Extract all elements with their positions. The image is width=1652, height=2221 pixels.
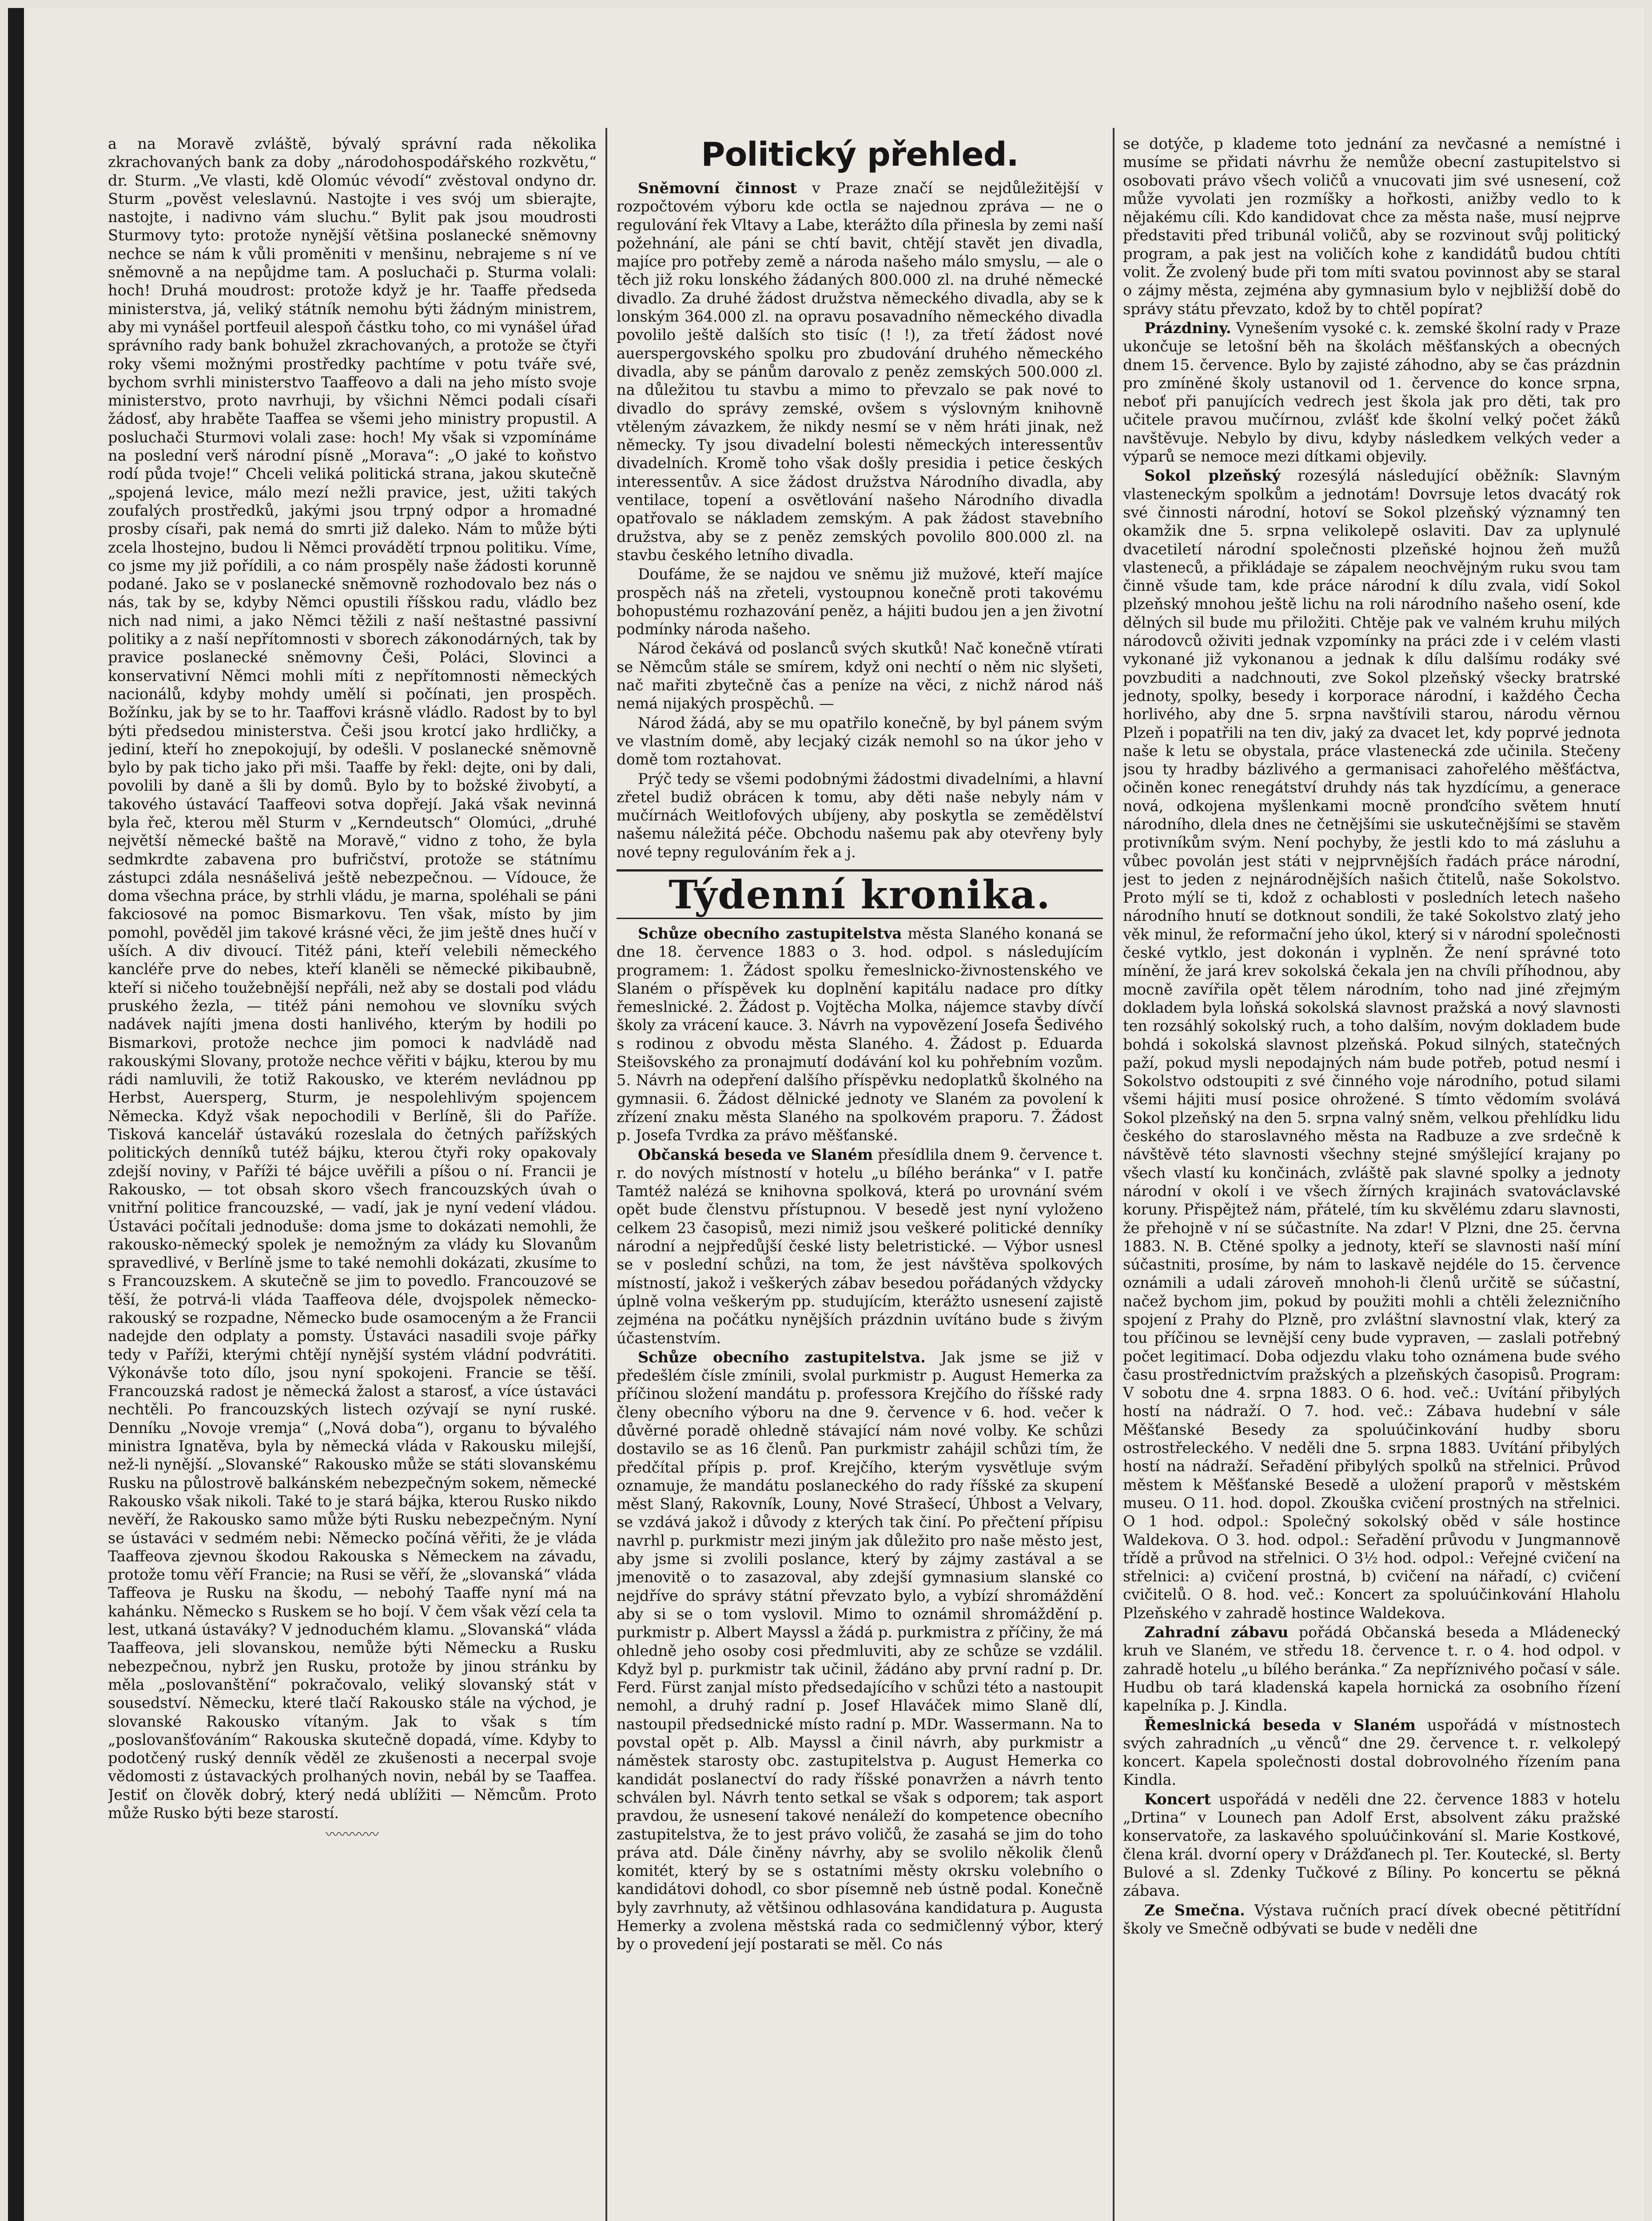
column-left [108,135,597,2221]
news-item-title: Ze Smečna. [1144,1901,1245,1919]
news-item [617,1348,1103,1954]
news-item [1123,1716,1620,1789]
article-paragraph: Prýč tedy se všemi podobnými žádostmi divadelními, a hlavní zřetel budiž obrácen k tomu, aby děti naše nebyly nám v mučírnách Weitlofových ubíjeny, aby poskytla se zemědělství našemu náležitá péče. Obchodu našemu pak aby otevřeny byly nové tepny regulováním řek a j. [617,770,1103,861]
paragraph-text: v Praze značí se nejdůležitější v rozpočtovém výboru kde octla se najednou zpráva — ne o regulování řek Vltavy a Labe, kterážto díla přinesla by zemi naší požehnání, ale páni se chtí bavit, chtějí stavět jen divadla, majíce pro potřeby země a národa našeho málo smyslu, — ale o těch již roku lonského žádaných 800.000 zl. na druhé německé divadlo. Za druhé žádost družstva německého divadla, aby se k lonským 364.000 zl. na opravu posavadního německého divadla povolilo ještě dalších sto tisíc (! !), za třetí žádost nové auerspergovského spolku pro zbudování druhého německého divadla, aby se pánům darovalo z peněz zemských 500.000 zl. na důležitou tu stavbu a mimo to převzalo se pak nové to divadlo do správy zemské, ovšem s výslovným knihovně vtěleným závazkem, že nikdy nesmí se v něm hráti jinak, než německy. Ty jsou divadelní bolesti německých interessentův divadelních. Kromě toho však došly presidia i petice českých interessentův. A sice žádost družstva Národního divadla, aby ventilace, topení a osvětlování našeho Národního divadla opatřovalo se nákladem zemským. A pak žádost stavebního družstva, aby se z peněz zemských povolilo 800.000 zl. na stavbu českého letního divadla. [617,179,1103,564]
article-paragraph: Národ žádá, aby se mu opatřilo konečně, by byl pánem svým ve vlastním domě, aby lecjaký cizák nemohl so na úkor jeho v domě tom roztahovat. [617,714,1103,768]
column-middle [617,135,1103,2221]
column-rule [1113,128,1115,2221]
column-rule [605,128,607,2221]
news-item-continued: se dotýče, p klademe toto jednání za nevčasné a nemístné i musíme se přidati návrhu že nemůže obecní zastupitelstvo si osobovati právo všech voličů a vnucovati jim své usnesení, což může vyvolati jen rozmíšky a hořkosti, anižby vedlo to k nějakému cíli. Kdo kandidovat chce za města naše, musí nejprve představiti před tribunál voličů, aby se rozvinout svůj politický program, a pak jest na voličích kohe z kandidátů budou chtíti volit. Že zvolený bude při tom míti svatou povinnost aby se staral o zájmy města, zejména aby gymnasium bylo v nejbližší době do správy státu převzato, kdož by to chtěl popírat? [1123,135,1620,318]
column-right [1123,135,1620,2221]
news-item [1123,1790,1620,1900]
section-headline: Politický přehled. [701,135,1019,174]
paragraph-lead: Sněmovní činnost [638,179,797,197]
newspaper-page [8,8,1644,2221]
news-item-title: Prázdniny. [1144,319,1231,337]
news-item-text: Výstava ručních prací dívek obecné pětitřídní školy ve Smečně odbývati se bude v neděli dne [1123,1901,1620,1937]
article-paragraph: Doufáme, že se najdou ve sněmu již mužové, kteří majíce prospěch náš na zřeteli, vystoupnou konečně proti takovému bohopustému rozhazování peněz, a hájiti budou jen a jen životní podmínky národa našeho. [617,565,1103,638]
news-item [617,1146,1103,1347]
news-item-text: rozesýlá následující oběžník: Slavným vlasteneckým spolkům a jednotám! Dovrsuje letos dvacátý rok své činnosti národní, hotoví se Sokol plzeňský významný ten okamžik dne 5. srpna velikolepě oslaviti. Dav za uplynulé dvacetiletí národní společnosti plzeňské hojnou žeň mužů vlasteneců, a přikládaje se zápalem neochvějným ruku svou tam činně všude tam, kde práce národní k dílu zvala, vidí Sokol plzeňský mnohou ještě lichu na roli národního našeho osení, kde dělných sil bude mu přiložiti. Chtěje pak ve valném kruhu milých národovců oživiti jednak vzpomínky na práci zde i v celém vlasti vykonané již vykonanou a jednak k dílu dalšímu rodáky své povzbuditi a nadchnouti, zve Sokol plzeňský všecky bratrské jednoty, spolky, besedy i korporace národní, i každého Čecha horlivého, aby dne 5. srpna navštívili starou, národu věrnou Plzeň i popatřili na ten div, jaký za dvacet let, kdy poprvé jednota naše k letu se obystala, práce vlastenecká zde učinila. Stečeny jsou ty hradby bázlivého a germanisaci zahořelého měšťáctva, očiněn konec renegátství druhdy nás tak hyzdícímu, a generace nová, odkojena myšlenkami mocně pronďcího světem hnutí národního, dlela dnes ne četnějšími sie uskutečnějšími se stavěm protivníkům svým. Není pochyby, že jestli kdo to má zásluhu a vůbec povolán jest státi v nejprvnějších řadách práce národní, jest to jeden z nejnárodnějších našich čtitelů, naše Sokolstvo. Proto mýlí se ti, kdož z ochablosti v posledních letech našeho národního hnutí se dotknout sondili, že také Sokolstvo zlatý jeho věk minul, že reformační jeho úkol, který si v národní společnosti české vytklo, jest dokonán i vyplněn. Že není správné toto mínění, že jará krev sokolská čekala jen na chvíli příhodnou, aby mocně zavířila opět tělem národním, toho nad jiné zřejmým dokladem byla loňská sokolská slavnost pražská a nový slavnosti ten rozsáhlý sokolský ruch, a toho dalším, novým dokladem bude bohdá i sokolská slavnost plzeňská. Pokud silných, statečných paží, pokud mysli nepodajných nám bude potřeb, potud nesmí i Sokolstvo odstoupiti z své činného voje národního, potud silami všemi hájiti musí posice ohrožené. S tímto vědomím svolává Sokol plzeňský na den 5. srpna valný sněm, velkou přehlídku lidu českého do staroslavného města na Radbuze a zve srdečně k návštěvě této slavnosti všechny stejné smýšlející krajany po všech vlastí ku končinách, zvláště pak slavné spolky a jednoty národní v okolí i ve všech žírných krajinách svatováclavské koruny. Přispějtež nám, přátelé, tím ku skvělému zdaru slavnosti, že přehojně v ní se súčastníte. Na zdar! V Plzni, dne 25. června 1883. N. B. Ctěné spolky a jednoty, kteří se slavnosti naší míní súčastniti, prosíme, by nám to laskavě nejdéle do 15. července oznámili a udali zároveň mnohoh-li členů určitě se súčastní, načež bychom jim, pokud by použiti mohli a chtěli železničního spojení z Prahy do Plzně, pro zvláštní slavnostní vlak, který za tou příčinou se levnější ceny bude vypraven, — zaslali potřebný počet legitimací. Doba odjezdu vlaku toho oznámena bude svého času prostřednictvím pražských a plzeňských časopisů. Program: V sobotu dne 4. srpna 1883. O 6. hod. več.: Uvítání přibylých hostí na nádraží. O 7. hod. več.: Zábava hudební v sále Měšťanské Besedy za spoluúčinkování hudby sboru ostrostřeleckého. V neděli dne 5. srpna 1883. Uvítání přibylých hostí na nádraží. Seřadění přibylých spolků na střelnici. Průvod městem k Měšťanské Besedě a uložení praporů v městském museu. O 11. hod. dopol. Zkouška cvičení prostných na střelnici. O 1 hod. odpol.: Společný sokolský oběd v sále hostince Waldekova. O 3. hod. odpol.: Seřadění průvodu v Jungmannově třídě a průvod na střelnici. O 3½ hod. odpol.: Veřejné cvičení na střelnici: a) cvičení prostná, b) cvičení na nářadí, c) cvičení cvičitelů. O 8. hod. več.: Koncert za spoluúčinkování Hlaholu Plzeňského v zahradě hostince Waldekova. [1123,467,1620,1622]
news-item-text: uspořádá v místnostech svých zahradních „u věnců“ dne 29. července t. r. velkolepý koncert. Kapela společnosti dostal dobrovolného řízením pana Kindla. [1123,1716,1620,1789]
article-paragraph [617,179,1103,564]
news-item [1123,319,1620,466]
news-item-text: Jak jsme se již v předešlém čísle zmínili, svolal purkmistr p. August Hemerka za příčinou složení mandátu p. professora Krejčího do říšské rady členy obecního výboru na dne 9. července v 6. hod. večer k důvěrné poradě ohledně stávající nám nové volby. Ke schůzi dostavilo se as 16 členů. Pan purkmistr zahájil schůzi tím, že předčítal přípis p. prof. Krejčího, kterým vysvětluje svým oznamuje, že mandátu poslaneckého do rady říšské za skupení měst Slaný, Rakovník, Louny, Nové Strašecí, Úhbost a Velvary, se vzdává jakož i důvody z kterých tak činí. Po přečtení přípisu navrhl p. purkmistr mezi jiným jak důležito pro naše město jest, aby jsme si zvolili poslance, který by zájmy zastával a se jmenovitě o to zasazoval, aby zdejší gymnasium slanské co nejdříve do správy státní převzato bylo, a vybízí shromáždění aby si se o tom vyslovil. Mimo to oznámil shromáždění p. purkmistr p. Albert Mayssl a žádá p. purkmistra z příčiny, že má ohledně jeho osoby cosi předmluviti, aby ze schůze se vzdálil. Když byl p. purkmistr tak učinil, žádáno aby první radní p. Dr. Ferd. Fürst zanjal místo předsedajícího v schůzi této a nastoupit nemohl, a druhý radní p. Josef Hlaváček mimo Slaně dlí, nastoupil předsednické místo radní p. MDr. Wassermann. Na to povstal opět p. Alb. Mayssl a činil návrh, aby purkmistr a náměstek starosty obc. zastupitelstva p. August Hemerka co kandidát poslanectví do rady říšské ponavržen a návrh tento schválen byl. Návrh tento setkal se však s odporem; tak asport pravdou, že usnesení takové nenáleží do kompetence obecního zastupitelstva, že to jest právo voličů, že zasahá se jim do toho práva atd. Dále činěny návrhy, aby se svolilo několik členů komitét, který by se s ostatními městy okrsku volebního o kandidátovi dohodl, co sbor písemně neb ústně podal. Konečně byly zavrhnuty, až většinou odhlasována kandidatura p. Augusta Hemerky a zvolena městská rada co sedmičlenný výbor, který by o provedení její postarati se měl. Co nás [617,1348,1103,1953]
news-item [1123,1623,1620,1715]
news-item-title: Občanská beseda ve Slaném [638,1146,873,1163]
news-item-title: Zahradní zábavu [1144,1624,1289,1641]
news-item-title: Schůze obecního zastupitelstva. [638,1348,926,1366]
news-item-title: Řemeslnická beseda v Slaném [1144,1716,1416,1734]
article-text: a na Moravě zvláště, bývalý správní rada několika zkrachovaných bank za doby „národohospodářského rozkvětu,“ dr. Sturm. „Ve vlasti, kdě Olomúc vévodí“ zvěstoval ondyno dr. Sturm „pověst veleslavnú. Nastojte i ves svój um sbierajte, nastojte, i nadivno vám sluchu.“ Bylit pak jsou moudrosti Sturmovy tyto: protože nynější většina poslanecké sněmovny nechce se nám k vůli proměniti v menšinu, nebrajeme s ní ve sněmovně a na nepůjdme tam. A posluchači p. Sturma volali: hoch! Druhá moudrost: protože když je hr. Taaffe předseda ministerstva, já, veliký státník nemohu býti žádným ministrem, aby mi vynášel portfeuil alespoň částku toho, co mi vynášel úřad správního rady bank bohužel zkrachovaných, a protože se čtyři roky všemi možnými prostředky pachtíme v potu tváře své, bychom svrhli ministerstvo Taaffeovo a dali na jeho místo svoje ministerstvo, proto navrhuji, by všichni Němci podali císaři žádosť, aby hraběte Taaffea se všemi jeho ministry propustil. A posluchači Sturmovi volali zase: hoch! My však si vzpomínáme na poslední verš národní písně „Morava“: „O jaké to koňstvo rodí půda tvoje!“ Chceli veliká politická strana, jakou skutečně „spojená levice, málo mezí nežli pravice, jest, užiti takých zoufalých prostředků, jakými jsou trpný odpor a hromadné prosby císaři, pak nemá do smrti již daleko. Nám to může býti zcela lhostejno, budou li Němci provádětí trpnou politiku. Víme, co jsme my již pořídili, a co nám prospěly naše žádosti korunně podané. Jako se v poslanecké sněmovně rozhodovalo bez nás o nás, tak by se, kdyby Němci opustili říšskou radu, vládlo bez nich nad nimi, a jako Němci těžili z naší neštastné passivní politiky a z naší nepřítomnosti v sborech zákonodárných, tak by pravice poslanecké sněmovny Češi, Poláci, Slovinci a konservativní Němci mohli míti z nepřítomnosti německých nacionálů, kdyby mohdy umělí si počínati, jen prospěch. Božínku, jak by se to hr. Taaffovi krásně vládlo. Radost by to byl býti předsedou ministerstva. Češi jsou krotcí jako hrdličky, a jediní, kteří ho znepokojují, by odešli. V poslanecké sněmovně bylo by pak ticho jako při mši. Taaffe by řekl: dejte, oni by dali, povolili by daně a šli by domů. Bylo by to božské živobytí, a takového ústavácí Taaffeovi sotva dopřejí. Jaká však nevinná byla řeč, kterou měl Sturm v „Kerndeutsch“ Olomúci, „druhé největší německé baště na Moravě,“ vidno z toho, že byla sedmkrdte zabavena pro bufričství, protože se státnímu zástupci zdála nesnášelivá ještě nebezpečnou. — Vídouce, že doma všechna práce, by strhli vládu, je marna, spoléhali se páni fakciosové na pomoc Bismarkovu. Ten však, místo by jim pomohl, pověděl jim takové krásné věci, že jim ještě dnes hučí v uších. A div divoucí. Titéž páni, kteří velebili německého kancléře prve do nebes, kteří klaněli se německé pikibaubně, kteří si ničeho toužebnější nepřáli, než aby se dostali pod vládu pruského žezla, — titéž páni nemohou ve slovníku svých nadávek najíti jmena dosti hanlivého, kterým by hodili po Bismarkovi, protože nechce jim pomoci k nadvládě nad rakouskými Slovany, protože nechce věřiti v bájku, kterou by mu rádi namluvili, že totiž Rakousko, ve kterém nevládnou pp Herbst, Auersperg, Sturm, je nespolehlivým spojencem Německa. Když však nepochodili v Berlíně, šli do Paříže. Tisková kancelář ústavákú rozeslala do četných pařížských politických denníků tutéž bájku, kterou čtyři roky opakovaly zdejší noviny, v Paříži té bájce uvěřili a píšou o ní. Francii je Rakousko, — tot obsah skoro všech francouzských úvah o vnitřní politice francouzské, — vadí, jak je nyní vedení vládou. Ústaváci počítali jednoduše: doma jsme to dokázati nemohli, že rakousko-německý spolek je nemožným za vlády ku Slovanům spravedlivé, v Berlíně jsme to také nemohli dokázati, zkusíme to s Francouzskem. A skutečně se jim to povedlo. Francouzové se těší, že potrvá-li vláda Taaffeova déle, dvojspolek německo-rakouský se rozpadne, Německo bude osamoceným a že Francii nadejde den odplaty a pomsty. Ústaváci nasadili svoje pářky tedy v Paříži, kterými chtějí nynější systém vládní podvrátiti. Výkonávše toto dílo, jsou nyní spokojeni. Francie se těší. Francouzská radost je německá žalost a starosť, a více ústaváci nechtěli. Po francouzských listech ozývají se nyní ruské. Denníku „Novoje vremja“ („Nová doba“), organu to bývalého ministra Ignatěva, byla by německá vláda v Rakousku milejší, než-li nynější. „Slovanské“ Rakousko může se státi slovanskému Rusku na půlostrově balkánském nebezpečným sokem, německé Rakousko však nikoli. Také to je stará bájka, kterou Rusko nikdo nevěří, že Rakousko samo může býti Rusku nebezpečným. Nyní se ústaváci v sedmém nebi: Německo počíná věřiti, že je vláda Taaffeova zjevnou škodou Rakouska s Německem na závadu, protože tomu věří Francie; na Rusi se věří, že „slovanská“ vláda Taffeova je Rusku na škodu, — nebohý Taaffe nyní má na kahánku. Německo s Ruskem se ho bojí. V čem však vězí cela ta lest, utkaná ústaváky? V jednoduchém klamu. „Slovanská“ vláda Taaffeova, jeli slovanskou, nemůže býti Německu a Rusku nebezpečnou, nybrž jen Rusku, protože by jinou stránku by měla „poslovanštění“ pokračovalo, veliký slovanský stát v sousedství. Německu, které tlačí Rakousko stále na východ, je slovanské Rakousko vítaným. Jak to však s tím „poslovanšťováním“ Rakouska skutečně dopadá, víme. Kdyby to podotčený ruský denník věděl ze zkušenosti a necerpal svoje vědomosti z ústavackých prolhaných novin, nebál by se Taaffea. Jestiť on člověk dobrý, který nedá ublížiti — Němcům. Proto může Rusko býti beze starostí. [108,135,597,1822]
news-item [1123,466,1620,1622]
news-item-text: pořádá Občanská beseda a Mládenecký kruh ve Slaném, ve středu 18. července t. r. o 4. hod odpol. v zahradě hotelu „u bílého beránka.“ Za nepříznivého počasí v sále. Hudbu ob tará kladenská kapela hornická za osobního řízení kapelníka p. J. Kindla. [1123,1624,1620,1715]
news-item-title: Koncert [1144,1790,1211,1808]
news-item-text: přesídlila dnem 9. července t. r. do nových místností v hotelu „u bílého beránka“ v I. patře Tamtéž nalézá se knihovna spolková, která po urovnání svém opět bude členstvu přístupnou. V besedě jest nyní vyloženo celkem 23 časopisů, mezi nimiž jsou veškeré politické denníky národní a nejpředůjší české listy beletristické. — Výbor usnesl se v poslední schůzi, na tom, že jest návštěva spolkových místností, jakož i veškerých zábav besedou pořádaných vždycky úplně volna veškerým pp. studujícím, kterážto usnesení zajistě zejména na počátku nynějších prázdnin uvítáno bude s živým účastenstvím. [617,1146,1103,1347]
news-item-text: uspořádá v neděli dne 22. července 1883 v hotelu „Drtina“ v Lounech pan Adolf Erst, absolvent záku pražské konservatoře, za laskavého spoluúčinkování sl. Marie Kostkové, člena král. dvorní opery v Drážďanech pl. Ter. Koutecké, sl. Berty Bulové a sl. Zdenky Tučkové z Bíliny. Po koncertu se pěkná zábava. [1123,1790,1620,1900]
end-ornament: 〰〰〰〰 [326,1827,379,1843]
news-item-title: Schůze obecního zastupitelstva [638,924,902,942]
news-item-text: Vynešením vysoké c. k. zemské školní rady v Praze ukončuje se letošní běh na školách měšťanských a obecných dnem 15. července. Bylo by zajisté záhodno, aby se čas prázdnin pro zmíněné školy ustanovil od 1. července do konce srpna, neboť při panujících vedrech jest škola jak pro děti, tak pro učitele pravou mučírnou, zvlášť kde školní velký počet žáků navštěvuje. Nebylo by divu, kdyby následkem velkých veder a výparů se nemoce mezi dítkami objevily. [1123,319,1620,466]
news-item-title: Sokol plzeňský [1144,467,1281,485]
news-item-text: města Slaného konaná se dne 18. července 1883 o 3. hod. odpol. s následujícím programem: 1. Žádost spolku řemeslnicko-živnostenského ve Slaném o příspěvek ku doplnění kapitálu nadace pro dítky řemeslnické. 2. Žádost p. Vojtěcha Molka, nájemce stavby dívčí školy za vrácení kauce. 3. Návrh na vypovězení Josefa Šedivého s rodinou z obvodu města Slaného. 4. Žádost p. Eduarda Steišovského za pronajmutí dodávání kol ku pohřebním vozům. 5. Návrh na odepření dalšího příspěvku nedoplatků školného na gymnasii. 6. Žádost dělnické jednoty ve Slaném za povolení k zřízení znaku města Slaného na spolkovém praporu. 7. Žádost p. Josefa Tvrdka za právo měšťanské. [617,924,1103,1144]
page-edge-shadow [8,8,24,2221]
article-paragraph: Národ čekává od poslanců svých skutků! Nač konečně vtírati se Němcům stále se smírem, když oni nechtí o něm nic slyšeti, nač mařiti zbytečně čas a peníze na věci, z nichž národ náš nemá nijakých prospěchů. — [617,640,1103,712]
news-item [617,924,1103,1145]
section-title: Týdenní kronika. [617,869,1103,919]
news-item [1123,1901,1620,1938]
